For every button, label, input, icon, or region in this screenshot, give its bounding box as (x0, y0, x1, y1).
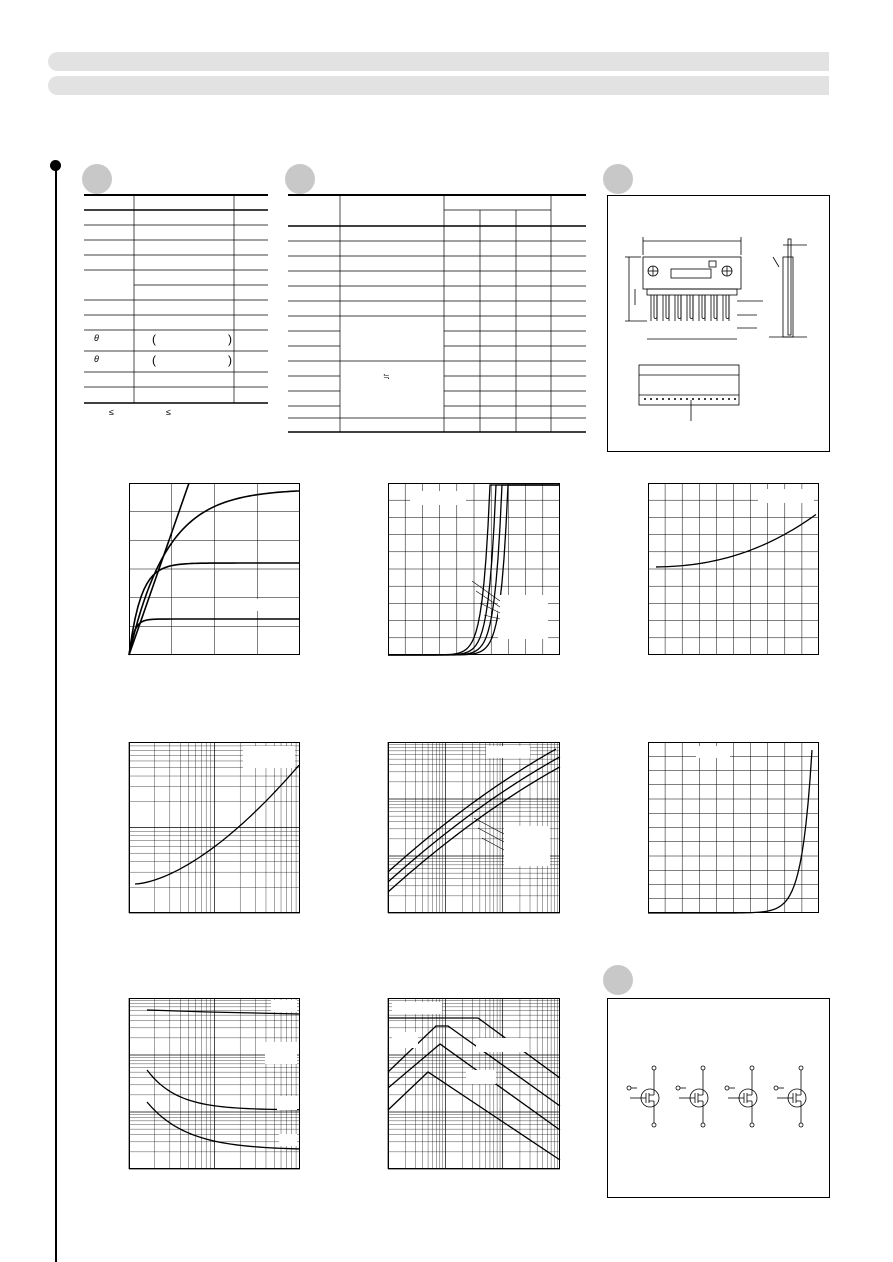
circuit-section-badge (603, 965, 633, 995)
gate-pin (627, 1086, 631, 1090)
package-section-badge (603, 164, 633, 194)
chart-6 (648, 742, 819, 913)
note-leq-2: ≤ (166, 407, 171, 417)
transistor-terminals (796, 1089, 801, 1107)
gate-pin (774, 1086, 778, 1090)
characteristics-table (288, 194, 586, 436)
approx-symbol: ≒ (383, 372, 390, 381)
source-pin (652, 1123, 656, 1127)
source-pin (750, 1123, 754, 1127)
legend-box-1 (271, 1000, 297, 1012)
source-pin (701, 1123, 705, 1127)
transistor-terminals (649, 1089, 654, 1107)
circuit-diagram (607, 998, 829, 1198)
drain-pin (799, 1066, 803, 1070)
drain-pin (750, 1066, 754, 1070)
transistor-terminals (747, 1089, 752, 1107)
theta-symbol-1: θ (94, 333, 99, 343)
legend-box-top (486, 746, 530, 758)
ratings-table (84, 194, 268, 414)
legend-box-4 (279, 1134, 297, 1146)
source-pin (799, 1123, 803, 1127)
legend-box-3 (476, 1038, 528, 1052)
bracket-open-1: ( (152, 332, 156, 346)
chart-8 (388, 998, 560, 1169)
chart-7 (129, 998, 300, 1169)
gate-pin (676, 1086, 680, 1090)
bracket-close-1: ) (228, 332, 232, 346)
chart-5 (388, 742, 560, 913)
legend-box (247, 599, 297, 611)
legend-box (696, 746, 730, 758)
legend-box-2 (392, 1032, 418, 1048)
legend-box (498, 595, 548, 639)
package-drawing (607, 195, 829, 451)
bracket-open-2: ( (152, 353, 156, 367)
legend-box (758, 489, 814, 503)
legend-box-3 (277, 1096, 297, 1110)
chart-3 (648, 483, 819, 655)
characteristics-section-badge (285, 164, 315, 194)
chart-4 (129, 742, 300, 913)
legend-box-2 (265, 1042, 297, 1064)
note-leq-1: ≤ (109, 407, 114, 417)
legend-box-4 (466, 1070, 496, 1084)
theta-symbol-2: θ (94, 354, 99, 364)
legend-box-1 (392, 1002, 442, 1014)
drain-pin (701, 1066, 705, 1070)
header-band-bottom (48, 76, 829, 95)
legend-box-top (410, 491, 466, 505)
legend-box (504, 826, 550, 866)
chart-1 (129, 483, 300, 655)
gate-pin (725, 1086, 729, 1090)
transistor-terminals (698, 1089, 703, 1107)
ratings-section-badge (82, 164, 112, 194)
header-band-top (48, 52, 829, 71)
legend-box (243, 746, 295, 768)
bracket-close-2: ) (228, 353, 232, 367)
chart-2 (388, 483, 560, 655)
drain-pin (652, 1066, 656, 1070)
timeline-rule (55, 166, 57, 1262)
